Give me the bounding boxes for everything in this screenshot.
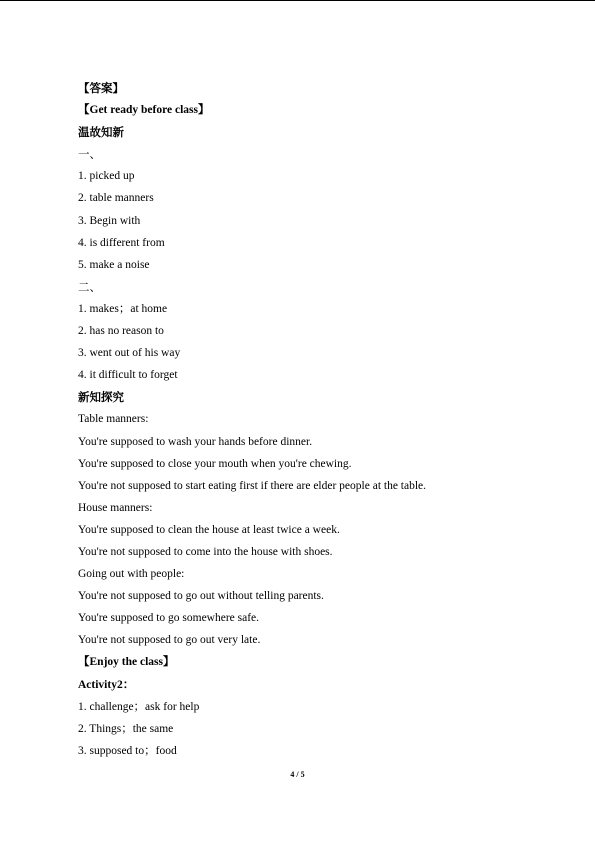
sentence-line: You're not supposed to start eating first if there are elder people at the table. xyxy=(78,479,427,492)
answer-line: 2. has no reason to xyxy=(78,325,164,338)
answer-line: 3. supposed to；food xyxy=(78,744,177,757)
subheading-house-manners: House manners: xyxy=(78,501,153,514)
document-body xyxy=(78,77,538,762)
sentence-line: You're supposed to clean the house at least twice a week. xyxy=(78,523,340,536)
answer-line: 2. Things；the same xyxy=(78,722,174,735)
answer-line: 2. table manners xyxy=(78,192,154,205)
sentence-line: You're supposed to go somewhere safe. xyxy=(78,612,260,625)
answer-line: 5. make a noise xyxy=(78,258,150,271)
section-get-ready-heading: 【Get ready before class】 xyxy=(78,104,210,117)
part-one-label: 一、 xyxy=(78,147,101,162)
answer-line: 1. makes；at home xyxy=(78,302,168,315)
sentence-line: You're supposed to close your mouth when you're chewing. xyxy=(78,457,352,470)
top-rule xyxy=(0,0,595,1)
sentence-line: You're not supposed to come into the house with shoes. xyxy=(78,545,333,558)
answer-heading: 【答案】 xyxy=(78,81,124,95)
answer-line: 4. is different from xyxy=(78,236,165,249)
explore-heading: 新知探究 xyxy=(78,390,124,405)
sentence-line: You're supposed to wash your hands before dinner. xyxy=(78,435,313,448)
review-heading: 温故知新 xyxy=(78,125,124,140)
subheading-going-out: Going out with people: xyxy=(78,568,185,581)
answer-line: 1. challenge；ask for help xyxy=(78,700,200,713)
part-two-label: 二、 xyxy=(78,279,101,294)
sentence-line: You're not supposed to go out very late. xyxy=(78,634,261,647)
activity-heading: Activity2： xyxy=(78,678,135,691)
answer-line: 3. went out of his way xyxy=(78,347,181,360)
subheading-table-manners: Table manners: xyxy=(78,413,149,426)
section-enjoy-class-heading: 【Enjoy the class】 xyxy=(78,656,175,669)
answer-line: 4. it difficult to forget xyxy=(78,369,178,382)
page-number: 4 / 5 xyxy=(290,770,305,779)
answer-line: 3. Begin with xyxy=(78,214,141,227)
sentence-line: You're not supposed to go out without telling parents. xyxy=(78,590,324,603)
answer-line: 1. picked up xyxy=(78,170,135,183)
